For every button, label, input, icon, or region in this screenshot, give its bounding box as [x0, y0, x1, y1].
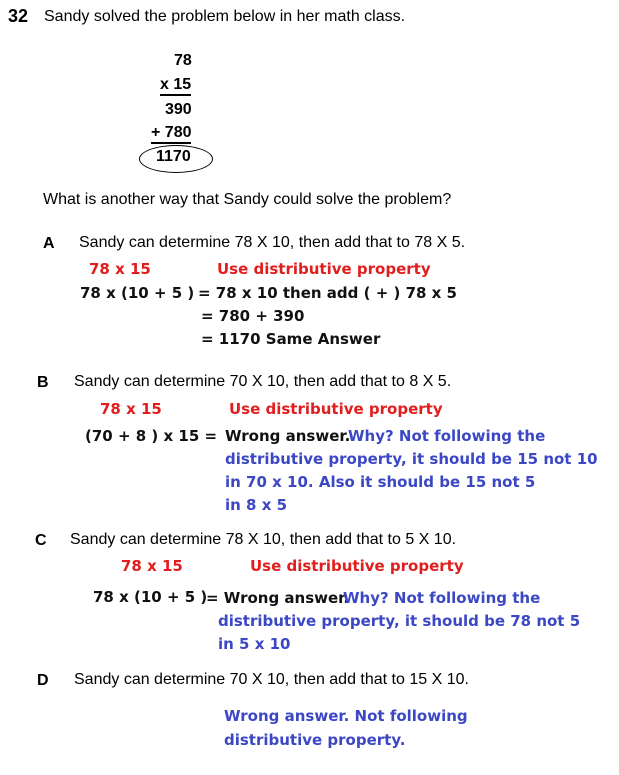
work-property-label: Use distributive property [229, 400, 443, 418]
option-letter: C [35, 532, 47, 549]
explanation-line: Why? Not following the [348, 427, 546, 445]
work-expression: 78 x (10 + 5 ) [93, 588, 208, 606]
work-problem-red: 78 x 15 [100, 400, 162, 418]
question-number: 32 [8, 6, 29, 26]
option-text: Sandy can determine 78 X 10, then add that to 78 X 5. [79, 234, 466, 251]
option-text: Sandy can determine 70 X 10, then add that to 8 X 5. [74, 373, 452, 390]
explanation-line: distributive property, it should be 78 not 5 [218, 612, 581, 630]
partial-product-2-line: + 780 [151, 124, 191, 144]
option-text: Sandy can determine 78 X 10, then add that to 5 X 10. [70, 531, 457, 548]
partial-product-1: 390 [165, 101, 192, 118]
question-prompt: Sandy solved the problem below in her math class. [44, 8, 406, 25]
explanation-line: in 5 x 10 [218, 635, 291, 653]
explanation-line: distributive property, it should be 15 not 10 [225, 450, 598, 468]
option-letter: A [43, 235, 55, 252]
option-letter: D [37, 672, 49, 689]
result: 1170 [156, 148, 191, 165]
work-problem-red: 78 x 15 [89, 260, 151, 278]
verdict: = Wrong answer. [206, 589, 350, 607]
work-line: 78 x (10 + 5 ) [80, 284, 195, 302]
explanation-line: Wrong answer. Not following [224, 707, 468, 725]
explanation-line: in 70 x 10. Also it should be 15 not 5 [225, 473, 536, 491]
multiplier-line: x 15 [160, 76, 191, 96]
option-text: Sandy can determine 70 X 10, then add that to 15 X 10. [74, 671, 469, 688]
work-property-label: Use distributive property [217, 260, 431, 278]
verdict: Wrong answer. [225, 427, 351, 445]
option-letter: B [37, 374, 49, 391]
work-line: = 78 x 10 then add ( + ) 78 x 5 [198, 284, 457, 302]
followup-question: What is another way that Sandy could solve the problem? [43, 191, 452, 208]
work-property-label: Use distributive property [250, 557, 464, 575]
work-line: = 1170 Same Answer [201, 330, 381, 348]
work-expression: (70 + 8 ) x 15 = [85, 427, 218, 445]
multiplicand: 78 [174, 52, 192, 69]
explanation-line: in 8 x 5 [225, 496, 288, 514]
explanation-line: distributive property. [224, 731, 406, 749]
explanation-line: Why? Not following the [343, 589, 541, 607]
work-problem-red: 78 x 15 [121, 557, 183, 575]
work-line: = 780 + 390 [201, 307, 305, 325]
